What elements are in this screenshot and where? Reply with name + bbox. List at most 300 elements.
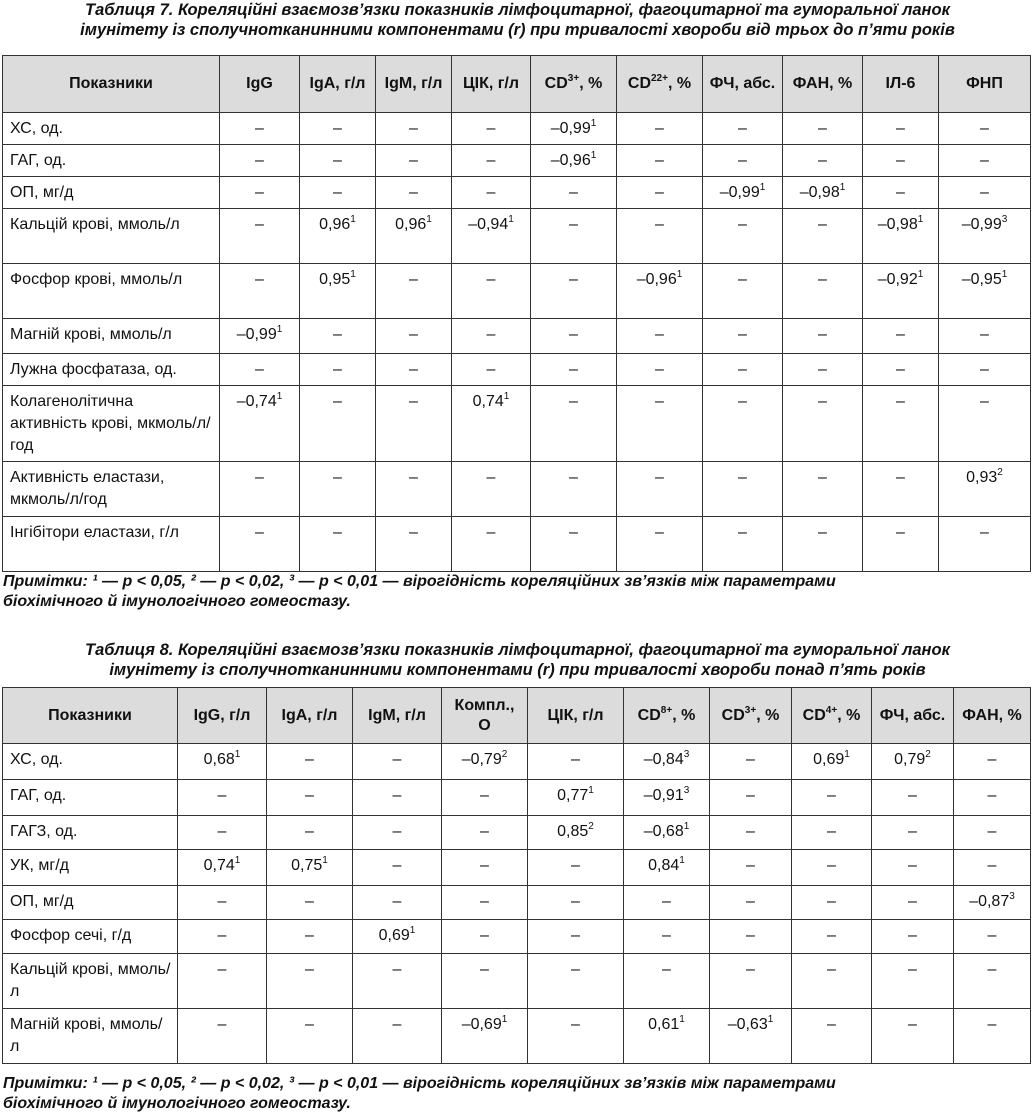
cell-value: 0,79 bbox=[894, 751, 926, 768]
table-cell bbox=[452, 462, 531, 517]
row-label: УК, мг/д bbox=[3, 850, 178, 886]
table7-caption-line2: імунітету із сполучнотканинними компонентами (r) при тривалості хвороби від трьох до п’яти років bbox=[80, 21, 955, 39]
table-cell bbox=[703, 354, 783, 386]
column-header-unit: , % bbox=[672, 706, 696, 724]
cell-value: – bbox=[908, 823, 917, 840]
cell-value: – bbox=[486, 326, 496, 343]
table-cell bbox=[178, 850, 267, 886]
table-cell bbox=[624, 886, 710, 920]
table-cell bbox=[792, 850, 872, 886]
table-cell bbox=[300, 462, 376, 517]
cell-value: – bbox=[569, 184, 578, 201]
table-cell bbox=[531, 319, 617, 354]
cell-value: – bbox=[571, 857, 580, 874]
cell-value: – bbox=[255, 469, 264, 486]
cell-value: – bbox=[409, 361, 418, 378]
table-cell bbox=[531, 113, 617, 145]
cell-value: – bbox=[818, 469, 827, 486]
cell-value: – bbox=[738, 216, 747, 233]
column-header-text: IgM, г/л bbox=[368, 706, 426, 724]
table-cell bbox=[624, 780, 710, 816]
table-cell bbox=[353, 816, 442, 850]
table-cell bbox=[617, 319, 703, 354]
table8-caption-line1: Таблиця 8. Кореляційні взаємозв’язки показників лімфоцитарної, фагоцитарної та гуморальної ланок bbox=[85, 641, 950, 659]
table-cell bbox=[353, 1009, 442, 1064]
column-header bbox=[353, 688, 442, 744]
column-header bbox=[954, 688, 1031, 744]
cell-value: – bbox=[486, 524, 496, 541]
cell-value: – bbox=[480, 927, 489, 944]
cell-value: – bbox=[818, 326, 827, 343]
table-cell bbox=[442, 954, 528, 1009]
cell-value: – bbox=[486, 271, 496, 288]
table-cell bbox=[863, 177, 939, 209]
table-cell bbox=[353, 744, 442, 780]
significance-mark: 1 bbox=[759, 182, 766, 193]
table-cell bbox=[954, 780, 1031, 816]
cell-value: – bbox=[409, 393, 418, 410]
column-header bbox=[3, 688, 178, 744]
cell-value: – bbox=[655, 152, 664, 169]
table-cell bbox=[267, 954, 353, 1009]
cell-value: – bbox=[486, 152, 496, 169]
column-header-text: CD bbox=[637, 706, 661, 724]
column-header-text: CD bbox=[802, 706, 826, 724]
table-row bbox=[3, 816, 1031, 850]
table-row bbox=[3, 517, 1031, 572]
cell-value: –0,79 bbox=[461, 751, 502, 768]
cell-value: –0,98 bbox=[799, 184, 840, 201]
table-cell bbox=[872, 780, 954, 816]
table-cell bbox=[267, 780, 353, 816]
cell-value: – bbox=[217, 823, 227, 840]
cell-value: – bbox=[827, 1016, 836, 1033]
column-header-text: IgA, г/л bbox=[281, 706, 338, 724]
cell-value: – bbox=[333, 152, 342, 169]
significance-mark: 1 bbox=[839, 182, 846, 193]
cell-value: –0,99 bbox=[719, 184, 760, 201]
column-header bbox=[376, 56, 452, 113]
cell-value: – bbox=[571, 751, 580, 768]
cell-value: – bbox=[333, 120, 342, 137]
column-header bbox=[220, 56, 300, 113]
significance-mark: 2 bbox=[588, 821, 594, 832]
significance-mark: 1 bbox=[917, 214, 924, 225]
table-cell bbox=[442, 816, 528, 850]
table-cell bbox=[531, 145, 617, 177]
table-cell bbox=[863, 319, 939, 354]
cell-value: 0,95 bbox=[319, 271, 351, 288]
table-cell bbox=[528, 850, 624, 886]
cell-value: – bbox=[987, 857, 997, 874]
significance-mark: 1 bbox=[503, 391, 510, 402]
table-cell bbox=[531, 462, 617, 517]
cell-value: – bbox=[655, 184, 664, 201]
table-cell bbox=[872, 816, 954, 850]
table-cell bbox=[300, 209, 376, 264]
cell-value: –0,68 bbox=[643, 823, 684, 840]
cell-value: – bbox=[738, 120, 747, 137]
cell-value: – bbox=[480, 823, 489, 840]
column-header-text: ФНП bbox=[966, 75, 1003, 92]
cell-value: – bbox=[255, 216, 264, 233]
table-cell bbox=[783, 319, 863, 354]
cell-value: 0,93 bbox=[966, 469, 998, 486]
column-header-unit: , % bbox=[756, 706, 780, 724]
table-cell bbox=[792, 886, 872, 920]
cell-value: – bbox=[818, 271, 827, 288]
table-cell bbox=[300, 145, 376, 177]
table-cell bbox=[267, 744, 353, 780]
table-cell bbox=[783, 209, 863, 264]
table8-body bbox=[3, 744, 1031, 1064]
table-cell bbox=[300, 319, 376, 354]
column-header-text: ФАН, % bbox=[962, 706, 1022, 724]
column-header-superscript: 4+ bbox=[825, 704, 838, 716]
cell-value: – bbox=[827, 787, 836, 804]
table7 bbox=[2, 55, 1031, 572]
table-cell bbox=[531, 354, 617, 386]
cell-value: – bbox=[217, 961, 227, 978]
table-cell bbox=[872, 920, 954, 954]
table-cell bbox=[452, 113, 531, 145]
row-label: Магній крові, ммоль/л bbox=[3, 319, 220, 354]
cell-value: – bbox=[217, 927, 227, 944]
table-cell bbox=[624, 920, 710, 954]
significance-mark: 1 bbox=[322, 855, 328, 866]
column-header-text: ФАН, % bbox=[792, 75, 853, 92]
row-label: ХС, од. bbox=[3, 113, 220, 145]
cell-value: – bbox=[569, 216, 578, 233]
cell-value: –0,63 bbox=[727, 1016, 768, 1033]
table-cell bbox=[442, 780, 528, 816]
column-header-text: ІЛ-6 bbox=[885, 75, 916, 92]
cell-value: – bbox=[255, 184, 264, 201]
cell-value: – bbox=[746, 961, 755, 978]
table-cell bbox=[452, 386, 531, 462]
significance-mark: 1 bbox=[588, 785, 594, 796]
cell-value: – bbox=[305, 927, 314, 944]
table-cell bbox=[528, 744, 624, 780]
cell-value: –0,96 bbox=[636, 271, 677, 288]
table-row bbox=[3, 177, 1031, 209]
cell-value: – bbox=[896, 152, 905, 169]
cell-value: – bbox=[333, 326, 342, 343]
table-cell bbox=[300, 177, 376, 209]
column-header-text: ФЧ, абс. bbox=[709, 75, 776, 92]
table-cell bbox=[703, 462, 783, 517]
significance-mark: 1 bbox=[917, 269, 924, 280]
column-header-superscript: 3+ bbox=[567, 73, 580, 84]
table-cell bbox=[863, 462, 939, 517]
table-cell bbox=[442, 744, 528, 780]
cell-value: – bbox=[305, 787, 314, 804]
table-cell bbox=[783, 264, 863, 319]
cell-value: – bbox=[486, 361, 496, 378]
table-cell bbox=[710, 744, 792, 780]
table-cell bbox=[939, 462, 1031, 517]
table-cell bbox=[954, 886, 1031, 920]
cell-value: – bbox=[827, 857, 836, 874]
row-label: ГАГ, од. bbox=[3, 780, 178, 816]
cell-value: – bbox=[480, 961, 489, 978]
table-row bbox=[3, 1009, 1031, 1064]
table-cell bbox=[452, 177, 531, 209]
table-cell bbox=[783, 354, 863, 386]
column-header bbox=[267, 688, 353, 744]
column-header bbox=[300, 56, 376, 113]
table-row bbox=[3, 920, 1031, 954]
table-row bbox=[3, 386, 1031, 462]
cell-value: – bbox=[980, 184, 989, 201]
cell-value: – bbox=[896, 524, 905, 541]
table-cell bbox=[178, 744, 267, 780]
table8-header-row bbox=[3, 688, 1031, 744]
significance-mark: 3 bbox=[683, 749, 690, 760]
column-header bbox=[863, 56, 939, 113]
table-cell bbox=[954, 1009, 1031, 1064]
cell-value: –0,99 bbox=[961, 216, 1002, 233]
table-row bbox=[3, 954, 1031, 1009]
table-cell bbox=[617, 462, 703, 517]
table-cell bbox=[624, 954, 710, 1009]
cell-value: – bbox=[818, 524, 827, 541]
table-cell bbox=[863, 517, 939, 572]
table-cell bbox=[267, 886, 353, 920]
table-cell bbox=[703, 209, 783, 264]
cell-value: – bbox=[217, 787, 227, 804]
table-cell bbox=[939, 264, 1031, 319]
table-cell bbox=[783, 113, 863, 145]
significance-mark: 1 bbox=[683, 821, 690, 832]
column-header-unit: , % bbox=[667, 75, 692, 92]
table-cell bbox=[300, 354, 376, 386]
table-cell bbox=[710, 850, 792, 886]
cell-value: – bbox=[818, 361, 827, 378]
cell-value: 0,61 bbox=[648, 1016, 680, 1033]
column-header bbox=[452, 56, 531, 113]
cell-value: – bbox=[571, 927, 580, 944]
table-cell bbox=[452, 145, 531, 177]
cell-value: – bbox=[392, 823, 402, 840]
cell-value: – bbox=[571, 1016, 580, 1033]
cell-value: – bbox=[987, 751, 997, 768]
cell-value: 0,85 bbox=[557, 823, 589, 840]
table-cell bbox=[792, 744, 872, 780]
table-cell bbox=[353, 886, 442, 920]
table-cell bbox=[353, 780, 442, 816]
table8-notes-line2: біохімічного й імунологічного гомеостазу. bbox=[3, 1095, 351, 1112]
table-cell bbox=[783, 177, 863, 209]
cell-value: – bbox=[409, 120, 418, 137]
table-cell bbox=[531, 517, 617, 572]
table-cell bbox=[703, 177, 783, 209]
table-cell bbox=[531, 386, 617, 462]
cell-value: – bbox=[486, 120, 496, 137]
column-header bbox=[531, 56, 617, 113]
cell-value: –0,69 bbox=[461, 1016, 502, 1033]
table-cell bbox=[353, 920, 442, 954]
table-cell bbox=[617, 354, 703, 386]
significance-mark: 1 bbox=[679, 1014, 685, 1025]
table-cell bbox=[703, 113, 783, 145]
cell-value: – bbox=[409, 469, 418, 486]
table-cell bbox=[792, 816, 872, 850]
column-header bbox=[939, 56, 1031, 113]
cell-value: – bbox=[980, 524, 989, 541]
cell-value: – bbox=[569, 393, 578, 410]
significance-mark: 1 bbox=[676, 269, 683, 280]
table-cell bbox=[376, 462, 452, 517]
cell-value: – bbox=[255, 120, 264, 137]
cell-value: – bbox=[569, 271, 578, 288]
table7-caption-line1: Таблиця 7. Кореляційні взаємозв’язки показників лімфоцитарної, фагоцитарної та гуморальної ланок bbox=[85, 1, 950, 19]
table-cell bbox=[624, 850, 710, 886]
table8-notes bbox=[3, 1074, 1033, 1114]
cell-value: – bbox=[217, 893, 227, 910]
table-cell bbox=[872, 954, 954, 1009]
cell-value: –0,87 bbox=[969, 893, 1010, 910]
table-cell bbox=[353, 954, 442, 1009]
significance-mark: 3 bbox=[1009, 891, 1015, 902]
cell-value: – bbox=[655, 216, 664, 233]
table-cell bbox=[939, 177, 1031, 209]
significance-mark: 1 bbox=[844, 749, 850, 760]
column-header-superscript: 3+ bbox=[744, 704, 757, 716]
cell-value: – bbox=[655, 326, 664, 343]
table-cell bbox=[617, 264, 703, 319]
cell-value: 0,84 bbox=[648, 857, 680, 874]
cell-value: – bbox=[392, 857, 402, 874]
table-cell bbox=[863, 145, 939, 177]
cell-value: 0,96 bbox=[395, 216, 427, 233]
table-cell bbox=[528, 920, 624, 954]
table-cell bbox=[178, 780, 267, 816]
cell-value: 0,96 bbox=[319, 216, 351, 233]
cell-value: – bbox=[569, 524, 578, 541]
column-header-text: CD bbox=[627, 75, 651, 92]
significance-mark: 1 bbox=[590, 150, 597, 161]
significance-mark: 1 bbox=[350, 214, 356, 225]
table-cell bbox=[376, 113, 452, 145]
cell-value: – bbox=[255, 524, 264, 541]
cell-value: – bbox=[827, 823, 836, 840]
column-header bbox=[617, 56, 703, 113]
table-cell bbox=[617, 113, 703, 145]
table-row bbox=[3, 209, 1031, 264]
table-cell bbox=[528, 954, 624, 1009]
table-cell bbox=[452, 264, 531, 319]
row-label: Кальцій крові, ммоль/л bbox=[3, 954, 178, 1009]
row-label: ГАГ, од. bbox=[3, 145, 220, 177]
table-cell bbox=[267, 1009, 353, 1064]
cell-value: – bbox=[662, 927, 671, 944]
table-cell bbox=[617, 209, 703, 264]
table-cell bbox=[703, 386, 783, 462]
cell-value: – bbox=[409, 271, 418, 288]
table-cell bbox=[267, 816, 353, 850]
table-cell bbox=[872, 886, 954, 920]
table-cell bbox=[703, 319, 783, 354]
column-header-text: CD bbox=[544, 75, 568, 92]
table-cell bbox=[710, 780, 792, 816]
column-header-unit: , % bbox=[837, 706, 861, 724]
cell-value: – bbox=[908, 857, 917, 874]
table-cell bbox=[783, 462, 863, 517]
cell-value: – bbox=[333, 469, 342, 486]
table-row bbox=[3, 354, 1031, 386]
significance-mark: 1 bbox=[767, 1014, 774, 1025]
table-cell bbox=[617, 386, 703, 462]
cell-value: – bbox=[480, 787, 489, 804]
table-cell bbox=[863, 209, 939, 264]
table-row bbox=[3, 744, 1031, 780]
cell-value: – bbox=[333, 393, 342, 410]
table-row bbox=[3, 264, 1031, 319]
significance-mark: 3 bbox=[683, 785, 690, 796]
cell-value: – bbox=[818, 216, 827, 233]
cell-value: – bbox=[409, 152, 418, 169]
cell-value: –0,94 bbox=[468, 216, 509, 233]
cell-value: – bbox=[255, 271, 264, 288]
cell-value: – bbox=[392, 1016, 402, 1033]
cell-value: – bbox=[392, 751, 402, 768]
column-header bbox=[872, 688, 954, 744]
column-header-text: IgG bbox=[246, 75, 273, 92]
cell-value: –0,99 bbox=[236, 326, 277, 343]
significance-mark: 1 bbox=[276, 324, 283, 335]
cell-value: – bbox=[746, 751, 755, 768]
table-cell bbox=[528, 780, 624, 816]
significance-mark: 1 bbox=[234, 855, 241, 866]
significance-mark: 1 bbox=[350, 269, 356, 280]
significance-mark: 2 bbox=[501, 749, 508, 760]
table-cell bbox=[376, 177, 452, 209]
row-label: ОП, мг/д bbox=[3, 177, 220, 209]
cell-value: – bbox=[409, 524, 418, 541]
column-header-text: ФЧ, абс. bbox=[879, 706, 946, 724]
cell-value: – bbox=[305, 823, 314, 840]
significance-mark: 3 bbox=[1001, 214, 1008, 225]
cell-value: – bbox=[255, 152, 264, 169]
row-label: Магній крові, ммоль/л bbox=[3, 1009, 178, 1064]
table-cell bbox=[300, 113, 376, 145]
cell-value: –0,84 bbox=[643, 751, 684, 768]
cell-value: 0,75 bbox=[291, 857, 323, 874]
table-cell bbox=[792, 954, 872, 1009]
table-cell bbox=[863, 386, 939, 462]
column-header-unit: , % bbox=[579, 75, 603, 92]
cell-value: – bbox=[980, 326, 989, 343]
cell-value: – bbox=[571, 961, 580, 978]
cell-value: – bbox=[980, 152, 989, 169]
table-cell bbox=[178, 816, 267, 850]
table-row bbox=[3, 850, 1031, 886]
table-cell bbox=[703, 517, 783, 572]
cell-value: – bbox=[827, 961, 836, 978]
table-cell bbox=[376, 319, 452, 354]
cell-value: – bbox=[480, 893, 489, 910]
table-cell bbox=[617, 177, 703, 209]
table-cell bbox=[442, 850, 528, 886]
significance-mark: 1 bbox=[508, 214, 514, 225]
cell-value: – bbox=[738, 271, 747, 288]
table-row bbox=[3, 886, 1031, 920]
table8-caption bbox=[0, 640, 1035, 680]
table-cell bbox=[220, 177, 300, 209]
cell-value: – bbox=[827, 927, 836, 944]
cell-value: – bbox=[655, 524, 664, 541]
